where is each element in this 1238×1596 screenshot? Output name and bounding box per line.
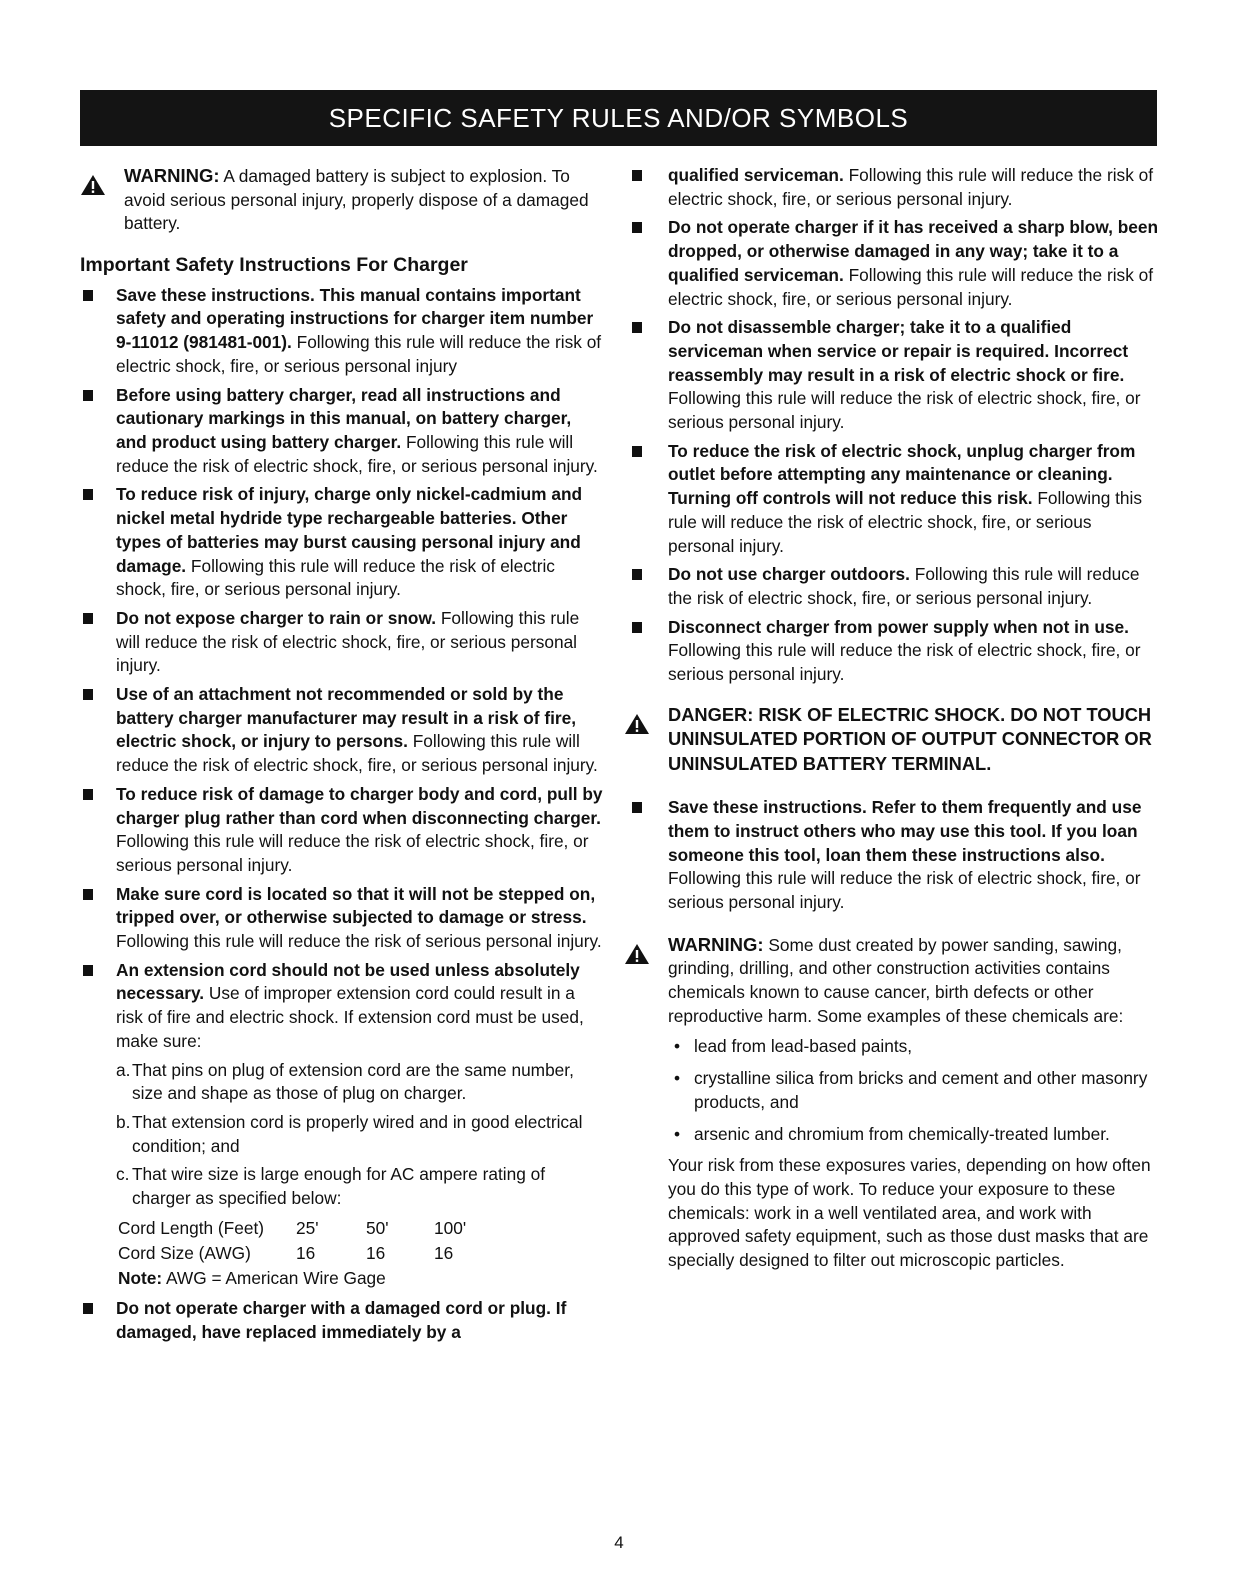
warning-icon [80, 174, 106, 196]
danger-notice [624, 703, 1159, 777]
sub-item-label: c. [116, 1164, 130, 1185]
sub-item [80, 1163, 605, 1210]
rule-text: Following this rule will reduce the risk of electric shock, fire, or serious personal injury. [116, 731, 598, 776]
list-item [624, 616, 1159, 687]
rule-bold: Save these instructions. This manual contains important safety and operating instructions for charger item number 9-11012 (981481-001). [116, 284, 594, 353]
danger-text: DANGER: RISK OF ELECTRIC SHOCK. DO NOT TOUCH UNINSULATED PORTION OF OUTPUT CONNECTOR OR UNINSULATED BATTERY TERMINAL. [668, 703, 1152, 774]
warning-heading: WARNING: [124, 165, 220, 186]
list-item [80, 1297, 605, 1344]
risk-paragraph: Your risk from these exposures varies, depending on how often you do this type of work. To reduce your exposure to these chemicals: work in a well ventilated area, and work with approved safety equipment, such as those dust masks that are specially designed to filter out microscopic particles. [668, 1155, 1151, 1270]
list-item: • arsenic and chromium from chemically-treated lumber. [668, 1122, 1159, 1146]
list-item [624, 563, 1159, 610]
table-cell: 100' [434, 1217, 467, 1238]
rule-bold: To reduce risk of damage to charger body and cord, pull by charger plug rather than cord when disconnecting charger. [116, 783, 603, 828]
warning-icon [624, 943, 650, 965]
list-item: • lead from lead-based paints, [668, 1034, 1159, 1058]
list-item: • crystalline silica from bricks and cement and other masonry products, and [668, 1066, 1159, 1114]
list-item [80, 483, 605, 602]
rule-bold: Do not operate charger if it has received a sharp blow, been dropped, or otherwise damaged in any way; take it to a qualified serviceman. [668, 217, 1159, 285]
rule-text: Following this rule will reduce the risk of electric shock, fire, or serious personal injury. [668, 388, 1141, 433]
page-banner: SPECIFIC SAFETY RULES AND/OR SYMBOLS [80, 90, 1157, 146]
rule-text: Following this rule will reduce the risk of electric shock, fire, or serious personal injury. [668, 868, 1141, 913]
chemical-list [624, 1034, 1159, 1146]
section-title: Important Safety Instructions For Charger [80, 253, 468, 276]
table-cell: 16 [296, 1242, 316, 1263]
list-item [624, 440, 1159, 559]
rule-text: Following this rule will reduce the risk of electric shock, fire, or serious personal injury. [668, 564, 1140, 608]
list-item [80, 959, 605, 1054]
rule-bold: Do not use charger outdoors. [668, 564, 910, 585]
rule-text: Following this rule will reduce the risk of electric shock, fire, or serious personal injury. [116, 831, 589, 875]
sub-item-text: That wire size is large enough for AC ampere rating of charger as specified below: [132, 1164, 546, 1209]
rule-bold: Make sure cord is located so that it will not be stepped on, tripped over, or otherwise subjected to damage or stress. [116, 883, 596, 928]
rule-bold: An extension cord should not be used unless absolutely necessary. [116, 959, 580, 1004]
list-item [624, 216, 1159, 311]
rule-text: Following this rule will reduce the risk of serious personal injury. [116, 931, 602, 952]
rule-text: Following this rule will reduce the risk of electric shock, fire, or serious personal injury. [668, 165, 1154, 209]
list-item [80, 284, 605, 379]
sub-item-text: That pins on plug of extension cord are the same number, size and shape as those of plug on charger. [132, 1059, 574, 1104]
left-column [80, 164, 605, 1349]
table-row [118, 1241, 466, 1266]
table-cell: 16 [366, 1242, 386, 1263]
rule-text: Following this rule will reduce the risk of electric shock, fire, or serious personal injury. [668, 488, 1143, 556]
list-item [80, 683, 605, 778]
list-item [80, 384, 605, 479]
list-item [624, 796, 1159, 915]
rule-text: Following this rule will reduce the risk of electric shock, fire, or serious personal injury. [116, 607, 580, 676]
rule-text: Following this rule will reduce the risk of electric shock, fire, or serious personal injury. [668, 264, 1154, 309]
table-cell: 16 [434, 1242, 454, 1263]
list-item [624, 316, 1159, 435]
sub-item-label: b. [116, 1111, 131, 1132]
list-item-continuation [624, 164, 1159, 211]
warning-text: A damaged battery is subject to explosion. To avoid serious personal injury, properly dispose of a damaged battery. [124, 166, 589, 234]
battery-warning [80, 164, 605, 236]
rule-text: Use of improper extension cord could result in a risk of fire and electric shock. If extension cord must be used, make sure: [116, 983, 584, 1051]
list-item [80, 783, 605, 878]
rule-bold: Disconnect charger from power supply when not in use. [668, 616, 1129, 637]
rule-text: Following this rule will reduce the risk of electric shock, fire, or serious personal injury [116, 332, 602, 376]
rule-bold: Do not expose charger to rain or snow. [116, 607, 437, 628]
list-item [80, 607, 605, 678]
rule-bold: Use of an attachment not recommended or sold by the battery charger manufacturer may result in a risk of fire, electric shock, or injury to persons. [116, 684, 577, 752]
rule-text: Following this rule will reduce the risk of electric shock, fire, or serious personal injury. [116, 555, 555, 600]
sub-item-label: a. [116, 1059, 131, 1080]
rule-bold: Save these instructions. Refer to them frequently and use them to instruct others who may use this tool. If you loan someone this tool, loan them these instructions also. [668, 797, 1142, 865]
table-cell: 50' [366, 1217, 389, 1238]
rule-bold: To reduce risk of injury, charge only nickel-cadmium and nickel metal hydride type rechargeable batteries. Other types of batteries may burst causing personal injury and damage. [116, 484, 583, 576]
rule-text: Following this rule will reduce the risk of electric shock, fire, or serious personal injury. [668, 640, 1141, 685]
note [118, 1266, 605, 1291]
dust-warning [624, 933, 1159, 1028]
rule-bold: qualified serviceman. [668, 165, 844, 185]
sub-item [80, 1111, 605, 1158]
sub-item [80, 1059, 605, 1106]
table-cell: Cord Length (Feet) [118, 1217, 265, 1238]
table-cell: Cord Size (AWG) [118, 1242, 251, 1263]
rule-bold: Before using battery charger, read all instructions and cautionary markings in this manual, on battery charger, and product using battery charger. [116, 384, 572, 452]
warning-icon [624, 713, 650, 735]
table-cell: 25' [296, 1217, 319, 1238]
warning-text: Some dust created by power sanding, sawing, grinding, drilling, and other construction activities contains chemicals known to cause cancer, birth defects or other reproductive harm. Some examples of these chemicals are: [668, 934, 1124, 1026]
warning-heading: WARNING: [668, 933, 764, 955]
right-column [624, 164, 1159, 1273]
cord-table [80, 1216, 605, 1291]
rule-bold: To reduce the risk of electric shock, unplug charger from outlet before attempting any maintenance or cleaning. Turning off controls will not reduce this risk. [668, 440, 1136, 509]
sub-item-text: That extension cord is properly wired and in good electrical condition; and [132, 1111, 583, 1156]
rule-bold: Do not operate charger with a damaged cord or plug. If damaged, have replaced immediately by a [116, 1297, 567, 1342]
table-row [118, 1216, 466, 1241]
rule-text: Following this rule will reduce the risk of electric shock, fire, or serious personal injury. [116, 432, 598, 476]
list-item [80, 883, 605, 954]
note-label: Note: [118, 1267, 163, 1288]
note-text: AWG = American Wire Gage [162, 1267, 386, 1288]
page-number: 4 [614, 1533, 624, 1552]
rule-bold: Do not disassemble charger; take it to a qualified serviceman when service or repair is required. Incorrect reassembly may result in a risk of electric shock or fire. [668, 317, 1129, 385]
